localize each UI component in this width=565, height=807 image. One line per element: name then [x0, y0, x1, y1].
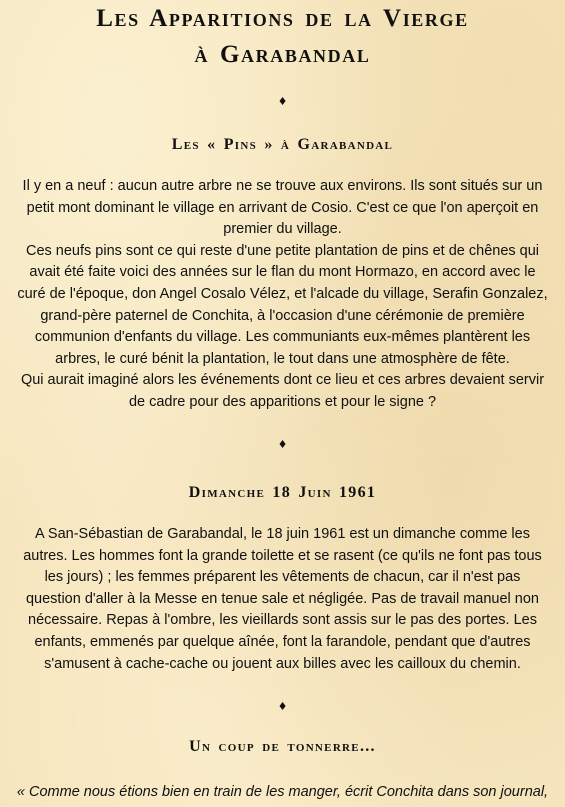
diamond-separator-icon: ♦ — [277, 95, 288, 108]
paragraph-line: grand-père paternel de Conchita, à l'occasion d'une cérémonie de première — [40, 307, 525, 324]
paragraph-line: nécessaire. Repas à l'ombre, les vieillards sont assis sur le pas des portes. Les — [28, 612, 537, 629]
paragraph-line: petit mont dominant le village en arrivant de Cosio. C'est ce que l'on aperçoit en — [26, 199, 539, 216]
paragraph-line: enfants, emmenés par quelque aînée, font la farandole, pendant que d'autres — [34, 633, 531, 650]
paragraph-line: avait été faite voici des années sur le flan du mont Hormazo, en accord avec le — [29, 264, 536, 281]
paragraph-line: arbres, le curé bénit la plantation, le tout dans une atmosphère de fête. — [55, 350, 510, 367]
paragraph-line: de cadre pour des apparitions et pour le signe ? — [128, 393, 437, 410]
paragraph-line: s'amusent à cache-cache ou jouent aux billes avec les cailloux du chemin. — [44, 655, 521, 672]
paragraph-line: Il y en a neuf : aucun autre arbre ne se trouve aux environs. Ils sont situés sur un — [22, 178, 543, 194]
paragraph-line: question d'aller à la Messe en tenue sale et négligée. Pas de travail manuel non — [25, 590, 539, 607]
quote-line: « Comme nous étions bien en train de les manger, écrit Conchita dans son journal, — [16, 784, 549, 800]
paragraph-line: les jours) ; les femmes préparent les vêtements de chacun, car il n'est pas — [44, 569, 521, 586]
diamond-separator-icon: ♦ — [277, 700, 288, 713]
paragraph-line: premier du village. — [223, 221, 342, 238]
paragraph-line: A San-Sébastian de Garabandal, le 18 juin 1961 est un dimanche comme les — [35, 526, 530, 542]
paragraph-line: autres. Les hommes font la grande toilette et se rasent (ce qu'ils ne font pas tous — [23, 547, 542, 564]
section-heading-dimanche: Dimanche 18 Juin 1961 — [188, 484, 377, 501]
paragraph-line: Ces neufs pins sont ce qui reste d'une petite plantation de pins et de chênes qui — [25, 242, 540, 259]
paragraph-line: Qui aurait imaginé alors les événements dont ce lieu et ces arbres devaient servir — [20, 372, 545, 389]
paragraph-line: communion d'enfants du village. Les communiants eux-mêmes plantèrent les — [34, 329, 531, 346]
section-paragraph-pins — [0, 176, 565, 414]
diamond-separator-icon: ♦ — [277, 438, 288, 451]
section-paragraph-dimanche — [0, 524, 565, 675]
paragraph-line: curé de l'époque, don Angel Cosalo Vélez, et l'alcade du village, Serafin Gonzalez, — [17, 285, 548, 302]
page-title-line-2: à Garabandal — [194, 41, 371, 68]
section-heading-pins: Les « Pins » à Garabandal — [171, 136, 394, 153]
section-heading-tonnerre: Un coup de tonnerre... — [189, 738, 376, 755]
page-title-line-1: Les Apparitions de la Vierge — [96, 5, 469, 32]
